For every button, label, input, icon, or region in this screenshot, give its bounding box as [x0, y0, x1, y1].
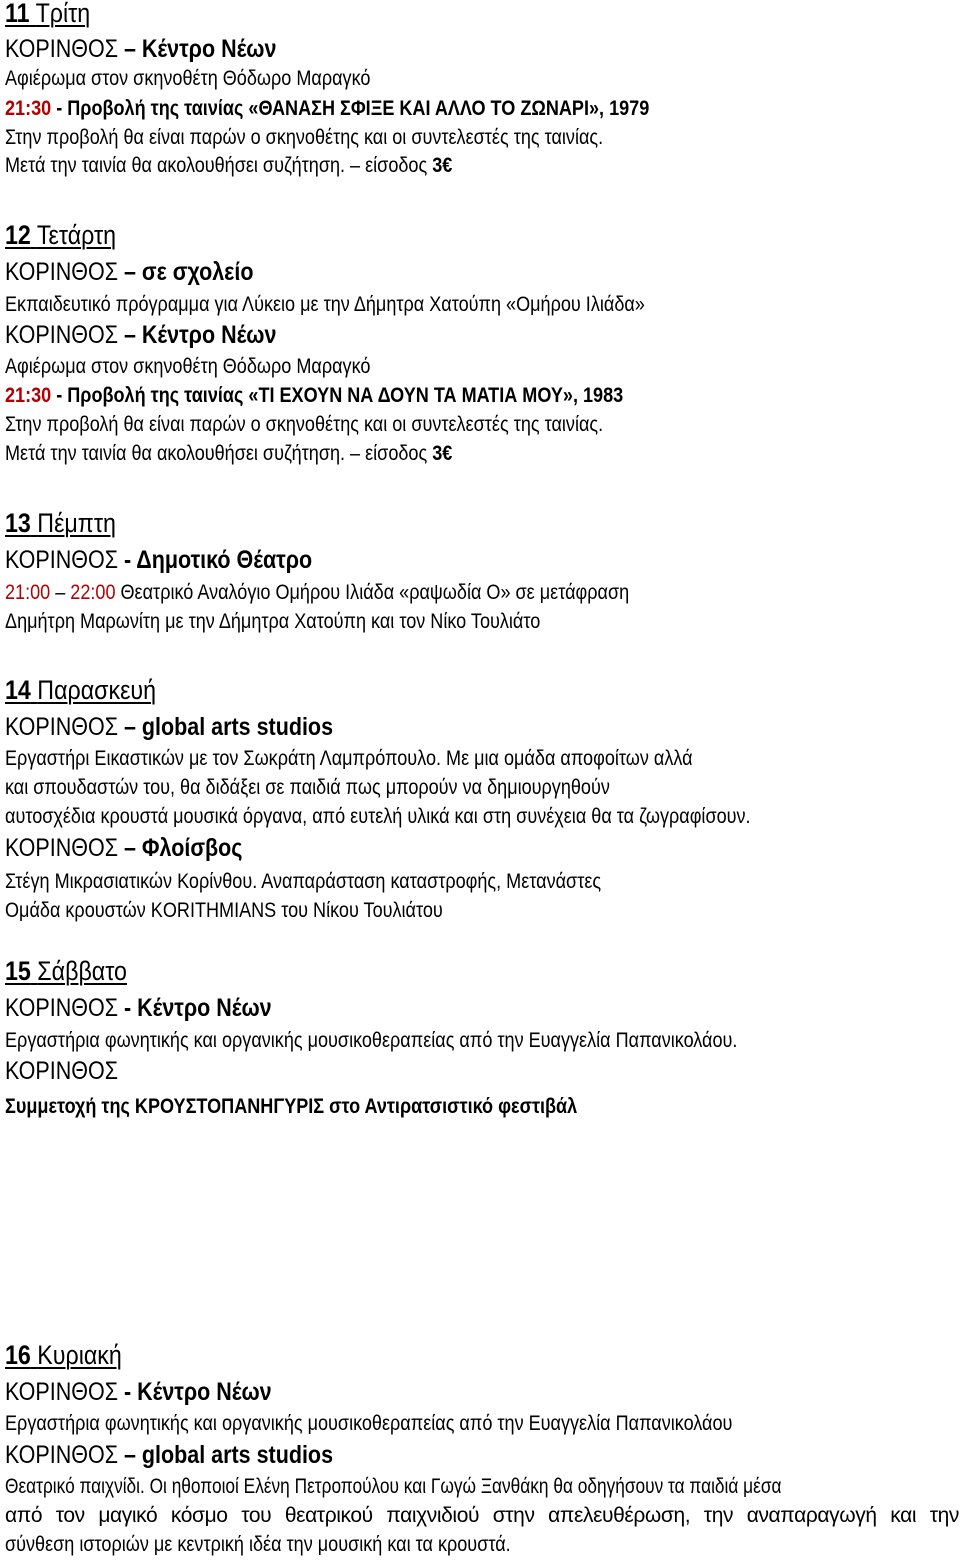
- note-line: Μετά την ταινία θα ακολουθήσει συζήτηση. – είσοδος 3€: [5, 154, 453, 177]
- paragraph-line: σύνθεση ιστοριών με κεντρική ιδέα την μουσική και τα κρουστά.: [5, 1533, 511, 1556]
- festival-line: Συμμετοχή της ΚΡΟΥΣΤΟΠΑΝΗΓΥΡΙΣ στο Αντιρατσιστικό φεστιβάλ: [5, 1095, 578, 1118]
- venue-line: ΚΟΡΙΝΘΟΣ – Κέντρο Νέων: [5, 35, 277, 63]
- event-line: Ομάδα κρουστών KORITHMIANS του Νίκου Τουλιάτου: [5, 899, 443, 922]
- venue-line: ΚΟΡΙΝΘΟΣ - Κέντρο Νέων: [5, 1378, 272, 1406]
- day-heading-13: 13 Πέμπτη: [5, 508, 116, 538]
- dedication: Αφιέρωμα στον σκηνοθέτη Θόδωρο Μαραγκό: [5, 67, 371, 90]
- day-heading-11: 11 Τρίτη: [5, 0, 91, 28]
- screening-line: 21:30 - Προβολή της ταινίας «ΤΙ ΕΧΟΥΝ ΝΑ ΔΟΥΝ ΤΑ ΜΑΤΙΑ ΜΟΥ», 1983: [5, 384, 624, 407]
- venue-line: ΚΟΡΙΝΘΟΣ – global arts studios: [5, 1441, 334, 1469]
- venue-line: ΚΟΡΙΝΘΟΣ – global arts studios: [5, 713, 334, 741]
- screening-line: 21:30 - Προβολή της ταινίας «ΘΑΝΑΣΗ ΣΦΙΞΕ ΚΑΙ ΑΛΛΟ ΤΟ ΖΩΝΑΡΙ», 1979: [5, 97, 650, 120]
- paragraph-line: Θεατρικό παιχνίδι. Οι ηθοποιοί Ελένη Πετροπούλου και Γωγώ Ξανθάκη θα οδηγήσουν τα παιδιά μέσα: [5, 1475, 782, 1498]
- event-line: Στέγη Μικρασιατικών Κορίνθου. Αναπαράσταση καταστροφής, Μετανάστες: [5, 870, 602, 893]
- day-heading-15: 15 Σάββατο: [5, 956, 127, 986]
- workshop-line: Εργαστήρια φωνητικής και οργανικής μουσικοθεραπείας από την Ευαγγελία Παπανικολάου: [5, 1412, 733, 1435]
- event-line: 21:00 – 22:00 Θεατρικό Αναλόγιο Ομήρου Ιλιάδα «ραψωδία Ο» σε μετάφραση: [5, 581, 630, 604]
- note-line: Στην προβολή θα είναι παρών ο σκηνοθέτης και οι συντελεστές της ταινίας.: [5, 413, 604, 436]
- venue-line: ΚΟΡΙΝΘΟΣ – Φλοίσβος: [5, 834, 243, 862]
- day-heading-12: 12 Τετάρτη: [5, 220, 117, 250]
- day-heading-16: 16 Κυριακή: [5, 1340, 122, 1370]
- note-line: Στην προβολή θα είναι παρών ο σκηνοθέτης και οι συντελεστές της ταινίας.: [5, 126, 604, 149]
- day-heading-14: 14 Παρασκευή: [5, 675, 157, 705]
- venue-line: ΚΟΡΙΝΘΟΣ - Κέντρο Νέων: [5, 994, 272, 1022]
- program-line: Εκπαιδευτικό πρόγραμμα για Λύκειο με την Δήμητρα Χατούπη «Ομήρου Ιλιάδα»: [5, 293, 645, 316]
- venue-line: ΚΟΡΙΝΘΟΣ: [5, 1057, 118, 1085]
- venue-line: ΚΟΡΙΝΘΟΣ – σε σχολείο: [5, 258, 254, 286]
- note-line: Μετά την ταινία θα ακολουθήσει συζήτηση. – είσοδος 3€: [5, 442, 453, 465]
- venue-line: ΚΟΡΙΝΘΟΣ - Δημοτικό Θέατρο: [5, 546, 313, 574]
- workshop-line: αυτοσχέδια κρουστά μουσικά όργανα, από ευτελή υλικά και στη συνέχεια θα τα ζωγραφίσουν.: [5, 805, 751, 828]
- workshop-line: Εργαστήρια φωνητικής και οργανικής μουσικοθεραπείας από την Ευαγγελία Παπανικολάου.: [5, 1029, 738, 1052]
- venue-line: ΚΟΡΙΝΘΟΣ – Κέντρο Νέων: [5, 321, 277, 349]
- dedication: Αφιέρωμα στον σκηνοθέτη Θόδωρο Μαραγκό: [5, 355, 371, 378]
- justified-text: από τον μαγικό κόσμο του θεατρικού παιχνιδιού στην απελευθέρωση, την αναπαραγωγή και την: [5, 1504, 959, 1527]
- paragraph-line: [5, 1505, 959, 1526]
- workshop-line: και σπουδαστών του, θα διδάξει σε παιδιά πως μπορούν να δημιουργηθούν: [5, 776, 610, 799]
- event-line: Δημήτρη Μαρωνίτη με την Δήμητρα Χατούπη και τον Νίκο Τουλιάτο: [5, 610, 541, 633]
- workshop-line: Εργαστήρι Εικαστικών με τον Σωκράτη Λαμπρόπουλο. Με μια ομάδα αποφοίτων αλλά: [5, 747, 693, 770]
